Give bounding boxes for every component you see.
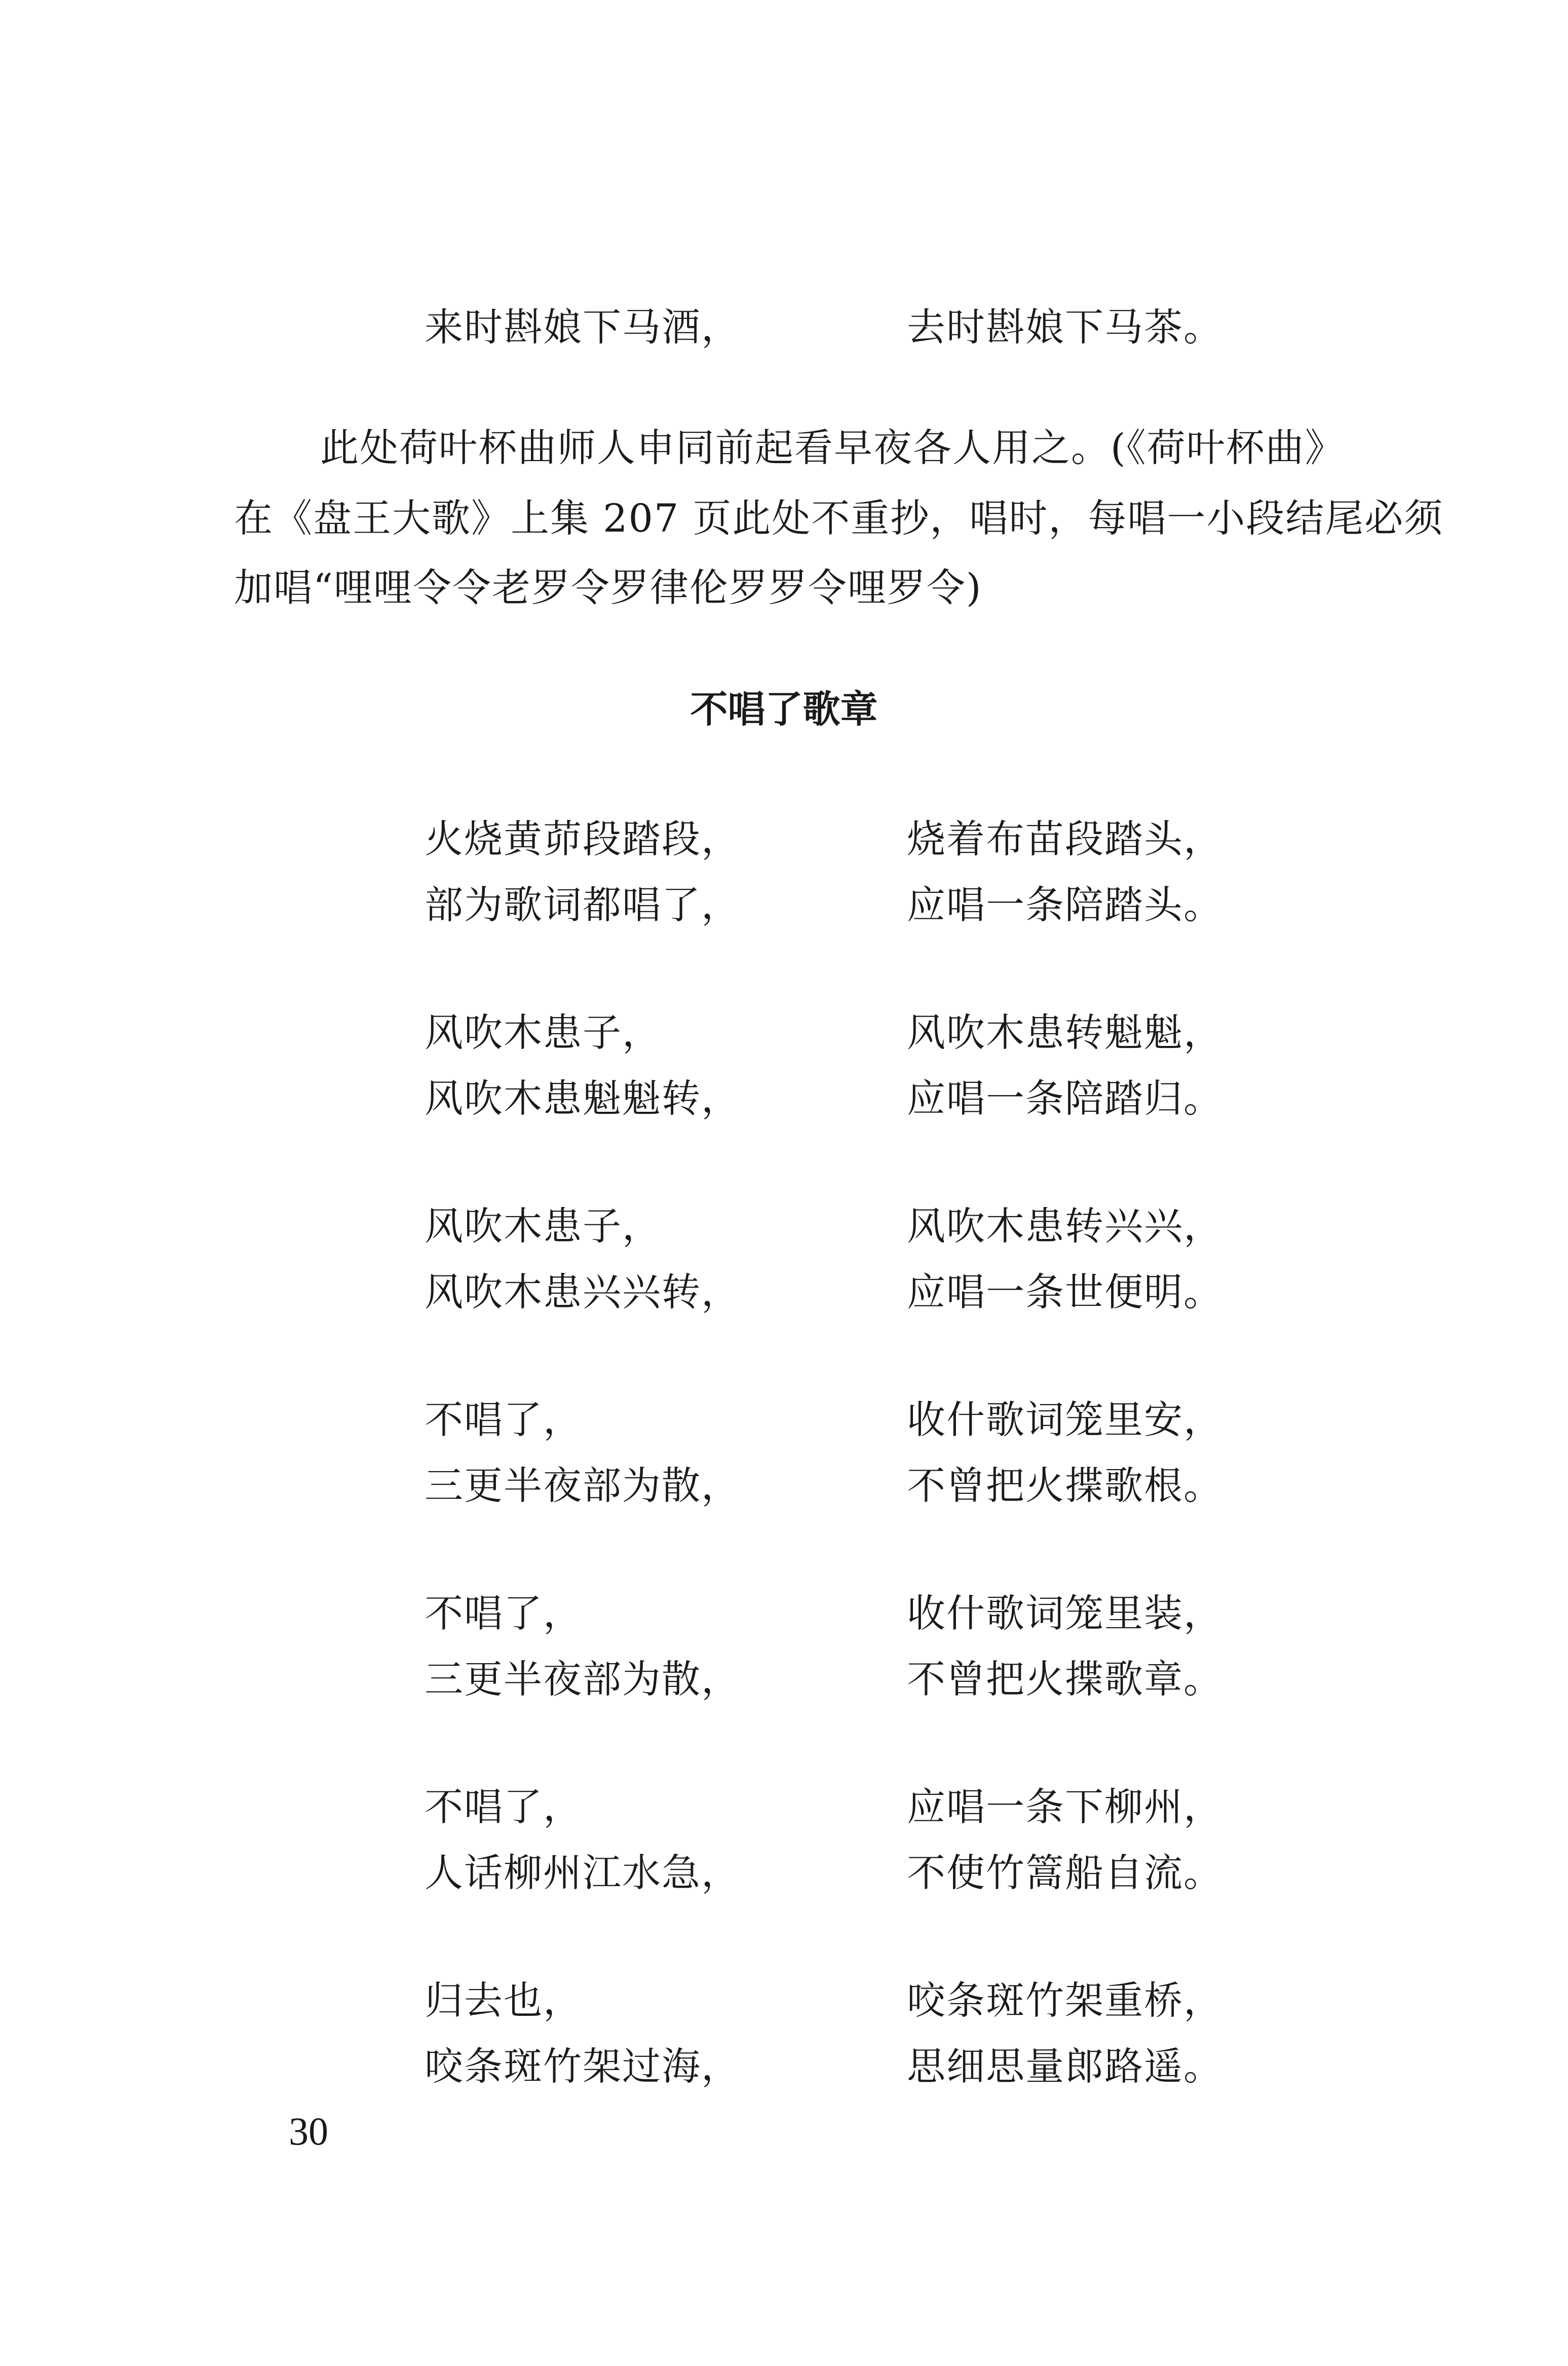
- stanza-5-line-1-right: 收什歌词笼里装，: [907, 1591, 1223, 1636]
- stanza-4-line-1-right: 收什歌词笼里安，: [907, 1397, 1223, 1442]
- paragraph-line-2: 在《盘王大歌》上集 207 页此处不重抄，唱时，每唱一小段结尾必须: [234, 496, 1444, 541]
- stanza-2-line-1-right: 风吹木患转魁魁，: [907, 1010, 1223, 1055]
- stanza-3-line-1-right: 风吹木患转兴兴，: [907, 1204, 1223, 1249]
- paragraph-line-3: 加唱“哩哩令令老罗令罗律伦罗罗令哩罗令): [234, 565, 982, 610]
- opening-couplet-left: 来时斟娘下马酒，: [425, 305, 741, 350]
- stanza-6-line-1-left: 不唱了，: [425, 1784, 583, 1829]
- stanza-7-line-1-right: 咬条斑竹架重桥，: [907, 1978, 1223, 2023]
- stanza-2-line-1-left: 风吹木患子，: [425, 1010, 662, 1055]
- stanza-2-line-2-left: 风吹木患魁魁转，: [425, 1076, 741, 1121]
- stanza-6-line-2-right: 不使竹篙船自流。: [907, 1850, 1223, 1895]
- stanza-1-line-1-left: 火烧黄茆段踏段，: [425, 816, 741, 861]
- stanza-1-line-2-left: 部为歌词都唱了，: [425, 882, 741, 927]
- stanza-3-line-1-left: 风吹木患子，: [425, 1204, 662, 1249]
- stanza-2-line-2-right: 应唱一条陪踏归。: [907, 1076, 1223, 1121]
- page-number: 30: [289, 2109, 328, 2153]
- stanza-4-line-2-right: 不曾把火揲歌根。: [907, 1463, 1223, 1508]
- opening-couplet-right: 去时斟娘下马茶。: [907, 305, 1223, 350]
- stanza-1-line-2-right: 应唱一条陪踏头。: [907, 882, 1223, 927]
- stanza-7-line-1-left: 归去也，: [425, 1978, 583, 2023]
- stanza-5-line-2-right: 不曾把火揲歌章。: [907, 1657, 1223, 1702]
- stanza-7-line-2-right: 思细思量郎路遥。: [907, 2044, 1223, 2089]
- paragraph-line-1: 此处荷叶杯曲师人申同前起看早夜各人用之。(《荷叶杯曲》: [320, 425, 1345, 470]
- stanza-4-line-1-left: 不唱了，: [425, 1397, 583, 1442]
- section-title: 不唱了歌章: [690, 688, 878, 731]
- stanza-7-line-2-left: 咬条斑竹架过海，: [425, 2044, 741, 2089]
- stanza-3-line-2-left: 风吹木患兴兴转，: [425, 1269, 741, 1315]
- stanza-6-line-2-left: 人话柳州江水急，: [425, 1850, 741, 1895]
- stanza-1-line-1-right: 烧着布苗段踏头，: [907, 816, 1223, 861]
- stanza-3-line-2-right: 应唱一条世便明。: [907, 1269, 1223, 1315]
- stanza-6-line-1-right: 应唱一条下柳州，: [907, 1784, 1223, 1829]
- stanza-5-line-1-left: 不唱了，: [425, 1591, 583, 1636]
- stanza-5-line-2-left: 三更半夜部为散，: [425, 1657, 741, 1702]
- stanza-4-line-2-left: 三更半夜部为散，: [425, 1463, 741, 1508]
